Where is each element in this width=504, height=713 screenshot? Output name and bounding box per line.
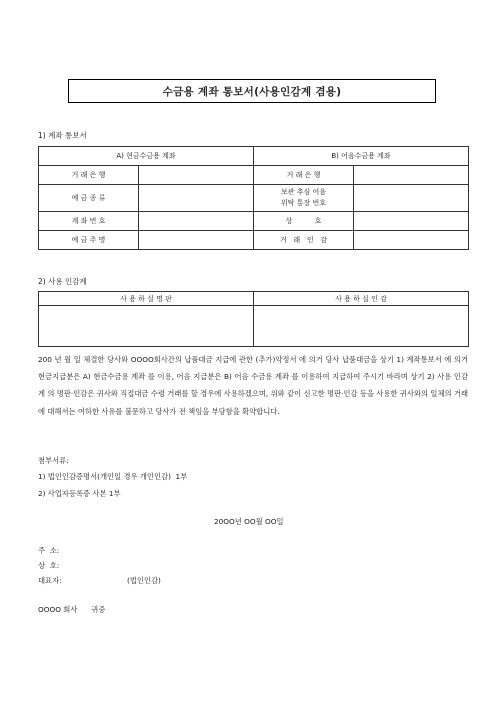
attachment-item-2: 2) 사업자등록증 사본 1부 (38, 489, 121, 498)
representative-line: 대표자: (38, 576, 62, 585)
address-line: 주 소: (38, 546, 60, 555)
seal-cell (254, 306, 469, 347)
trade-seal-label: 거 래 인 감 (254, 231, 354, 250)
company-name-value (354, 212, 469, 231)
account-number-value (139, 212, 254, 231)
custody-account-value (354, 185, 469, 212)
company-name-label: 상 호 (254, 212, 354, 231)
seal-table (38, 291, 469, 347)
bank-label-a: 거 래 은 행 (39, 166, 139, 185)
trade-seal-value (354, 231, 469, 250)
deposit-type-label: 예 금 종 류 (39, 185, 139, 212)
attachment-item-1: 1) 법인인감증명서(개인일 경우 개인인감) 1부 (38, 472, 188, 481)
account-table (38, 146, 469, 250)
deposit-type-value (139, 185, 254, 212)
document-date: 20OO년 OO월 OO일 (214, 517, 284, 526)
section-account-notice: 1) 계좌 통보서 (38, 131, 87, 140)
account-holder-value (139, 231, 254, 250)
bank-value-b (354, 166, 469, 185)
account-number-label: 계 좌 번 호 (39, 212, 139, 231)
company-line: 상 호: (38, 561, 60, 570)
custody-label-line2: 위탁 통장 번호 (280, 199, 327, 207)
custody-account-label (254, 185, 354, 212)
document-title: 수금용 계좌 통보서(사용인감계 겸용) (68, 79, 436, 103)
corporate-seal-note: (법인인감) (127, 576, 161, 585)
custody-label-line1: 보관 추심 어음 (280, 188, 327, 196)
nameplate-cell (39, 306, 254, 347)
cash-account-header: A) 현금수금용 계좌 (39, 147, 254, 166)
nameplate-header: 사 용 하 실 명 판 (39, 292, 254, 306)
seal-header: 사 용 하 실 인 감 (254, 292, 469, 306)
bill-account-header: B) 어음수금용 계좌 (254, 147, 469, 166)
section-seal-report: 2) 사용 인감계 (38, 277, 87, 286)
agreement-paragraph: 200 년 월 일 체결한 당사와 OOOO회사간의 납품대금 지급에 관한 (추가)약정서 에 의거 당사 납품대금을 상기 1) 계좌통보서 에 의거 현금지급분은 A) 현금수금용 계좌 를 이용, 어음 지급분은 B) 어음 수금용 계좌 를 이용하여 지급하여 주시기 바라며 상기 2) 사용 인감계 의 명판·인감은 귀사와 직접대금 수령 거래를 할 경우에 사용하겠으며, 위와 같이 신고한 명판·인감 등을 사용한 귀사와의 일체의 거래에 대해서는 여하한 사유를 불문하고 당사가 전 책임을 부담함을 확약합니다. (38, 355, 468, 416)
account-holder-label: 예 금 주 명 (39, 231, 139, 250)
bank-value-a (139, 166, 254, 185)
attachments-heading: 첨부서류: (38, 456, 69, 465)
bank-label-b: 거 래 은 행 (254, 166, 354, 185)
recipient-line: OOOO 회사 귀중 (38, 605, 106, 614)
